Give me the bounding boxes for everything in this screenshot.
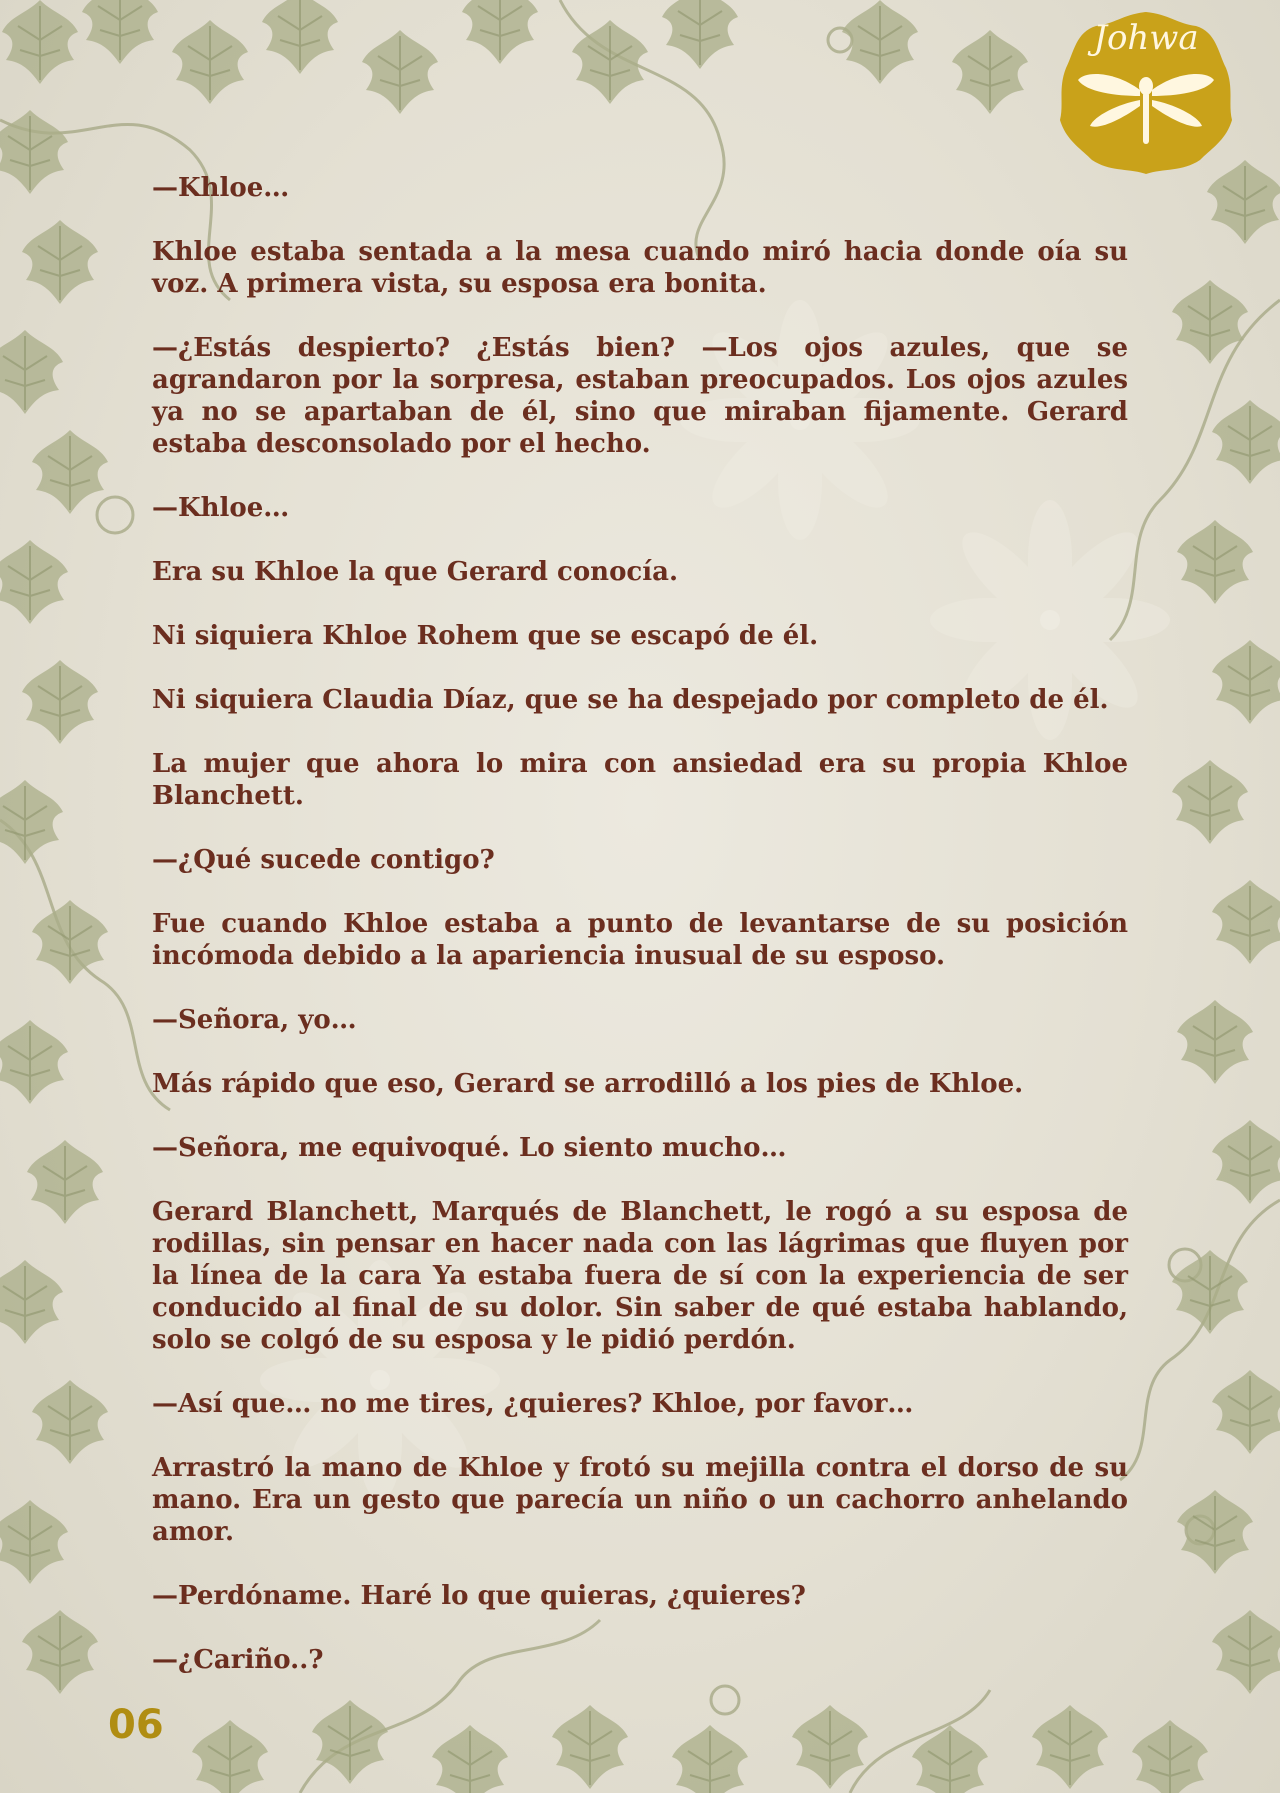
paragraph: —¿Estás despierto? ¿Estás bien? —Los ojos azules, que se agrandaron por la sorpresa, estaban preocupados. Los ojos azules ya no se apartaban de él, sino que miraban fijamente. Gerard estaba desconsolado por el hecho. (152, 333, 1128, 459)
paragraph: —¿Cariño..? (152, 1645, 324, 1675)
logo-text: Johwa (1093, 18, 1199, 58)
paragraph: Ni siquiera Claudia Díaz, que se ha despejado por completo de él. (152, 685, 1109, 715)
paragraph: —Khloe… (152, 493, 290, 523)
paragraph: Gerard Blanchett, Marqués de Blanchett, le rogó a su esposa de rodillas, sin pensar en hacer nada con las lágrimas que fluyen por la línea de la cara Ya estaba fuera de sí con la experiencia de ser conducido al final de su dolor. Sin saber de qué estaba hablando, solo se colgó de su esposa y le pidió perdón. (152, 1197, 1128, 1355)
paragraph: —Señora, me equivoqué. Lo siento mucho… (152, 1133, 787, 1163)
paragraph: —¿Qué sucede contigo? (152, 845, 495, 875)
story-text (152, 172, 1128, 1708)
paragraph: Fue cuando Khloe estaba a punto de levantarse de su posición incómoda debido a la apariencia inusual de su esposo. (152, 909, 1128, 971)
paragraph: —Señora, yo… (152, 1005, 357, 1035)
paragraph: —Así que… no me tires, ¿quieres? Khloe, por favor… (152, 1389, 914, 1419)
paragraph: Era su Khloe la que Gerard conocía. (152, 557, 679, 587)
paragraph: La mujer que ahora lo mira con ansiedad era su propia Khloe Blanchett. (152, 749, 1128, 811)
paragraph: Khloe estaba sentada a la mesa cuando miró hacia donde oía su voz. A primera vista, su esposa era bonita. (152, 237, 1128, 299)
paragraph: Ni siquiera Khloe Rohem que se escapó de él. (152, 621, 819, 651)
paragraph: Arrastró la mano de Khloe y frotó su mejilla contra el dorso de su mano. Era un gesto que parecía un niño o un cachorro anhelando amor. (152, 1453, 1128, 1547)
paragraph: —Perdóname. Haré lo que quieras, ¿quieres? (152, 1581, 806, 1611)
paragraph: —Khloe… (152, 173, 290, 203)
johwa-logo (1056, 8, 1236, 178)
page-number: 06 (108, 1702, 164, 1748)
paragraph: Más rápido que eso, Gerard se arrodilló a los pies de Khloe. (152, 1069, 1024, 1099)
